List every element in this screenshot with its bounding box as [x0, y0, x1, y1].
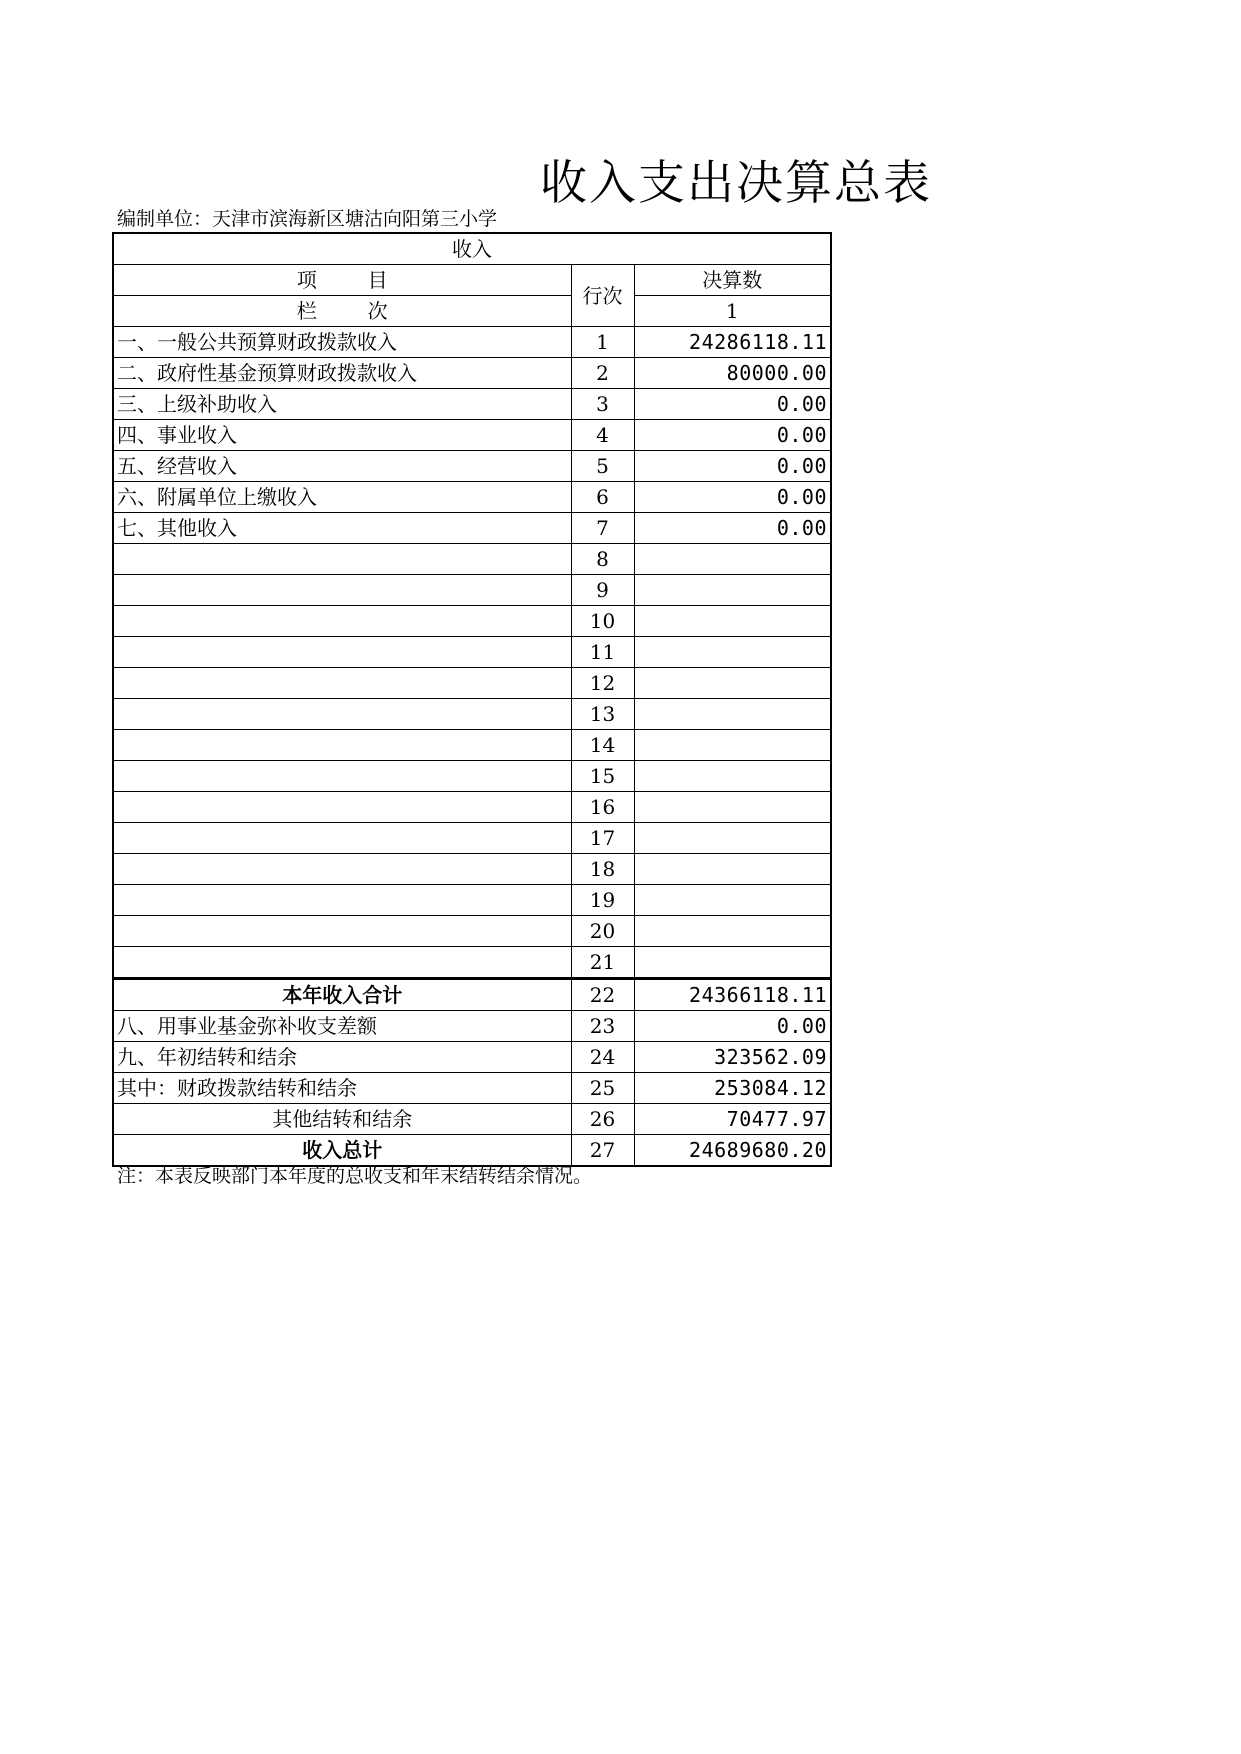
- column-header-row: [113, 265, 831, 296]
- header-item: 项 目: [113, 265, 571, 296]
- row-amount: [634, 916, 831, 947]
- row-line-number: 11: [571, 637, 634, 668]
- row-item: [113, 823, 571, 854]
- row-amount: [634, 792, 831, 823]
- row-amount: 70477.97: [634, 1104, 831, 1135]
- table-row: [113, 761, 831, 792]
- table-row: [113, 420, 831, 451]
- row-item: 收入总计: [113, 1135, 571, 1167]
- row-line-number: 9: [571, 575, 634, 606]
- row-amount: [634, 606, 831, 637]
- row-item: 本年收入合计: [113, 979, 571, 1011]
- income-table: [112, 232, 832, 1167]
- row-amount: [634, 730, 831, 761]
- table-row: [113, 854, 831, 885]
- row-item: 其他结转和结余: [113, 1104, 571, 1135]
- table-row: [113, 451, 831, 482]
- row-amount: 0.00: [634, 389, 831, 420]
- row-amount: 24286118.11: [634, 327, 831, 358]
- row-amount: 24366118.11: [634, 979, 831, 1011]
- row-amount: 80000.00: [634, 358, 831, 389]
- row-line-number: 7: [571, 513, 634, 544]
- table-row: [113, 575, 831, 606]
- row-line-number: 2: [571, 358, 634, 389]
- row-line-number: 8: [571, 544, 634, 575]
- row-line-number: 14: [571, 730, 634, 761]
- row-amount: 0.00: [634, 513, 831, 544]
- row-amount: [634, 854, 831, 885]
- row-amount: [634, 544, 831, 575]
- row-item: [113, 761, 571, 792]
- row-line-number: 25: [571, 1073, 634, 1104]
- row-line-number: 20: [571, 916, 634, 947]
- row-line-number: 24: [571, 1042, 634, 1073]
- page-title: 收入支出决算总表: [540, 156, 932, 211]
- row-line-number: 12: [571, 668, 634, 699]
- row-item: [113, 916, 571, 947]
- row-amount: [634, 668, 831, 699]
- row-amount: 0.00: [634, 1011, 831, 1042]
- row-item: 六、附属单位上缴收入: [113, 482, 571, 513]
- subtotal-row: [113, 979, 831, 1011]
- table-row: [113, 327, 831, 358]
- row-line-number: 5: [571, 451, 634, 482]
- section-header: 收入: [113, 233, 831, 265]
- row-amount: 0.00: [634, 482, 831, 513]
- row-item: [113, 947, 571, 979]
- row-line-number: 17: [571, 823, 634, 854]
- header-amount: 决算数: [634, 265, 831, 296]
- header-line: 行次: [571, 265, 634, 327]
- row-line-number: 13: [571, 699, 634, 730]
- table-row: [113, 513, 831, 544]
- total-row: [113, 1135, 831, 1167]
- table-row: [113, 606, 831, 637]
- row-line-number: 21: [571, 947, 634, 979]
- row-item: [113, 606, 571, 637]
- table-row: [113, 1042, 831, 1073]
- row-item: [113, 792, 571, 823]
- row-line-number: 23: [571, 1011, 634, 1042]
- row-item: [113, 730, 571, 761]
- row-line-number: 10: [571, 606, 634, 637]
- row-line-number: 19: [571, 885, 634, 916]
- row-amount: 323562.09: [634, 1042, 831, 1073]
- row-amount: 24689680.20: [634, 1135, 831, 1167]
- row-line-number: 27: [571, 1135, 634, 1167]
- row-item: [113, 544, 571, 575]
- row-amount: 0.00: [634, 420, 831, 451]
- row-amount: [634, 637, 831, 668]
- row-amount: [634, 761, 831, 792]
- table-row: [113, 699, 831, 730]
- row-line-number: 15: [571, 761, 634, 792]
- row-amount: 0.00: [634, 451, 831, 482]
- row-line-number: 22: [571, 979, 634, 1011]
- section-header-row: [113, 233, 831, 265]
- table-row: [113, 482, 831, 513]
- row-item: 九、年初结转和结余: [113, 1042, 571, 1073]
- header-column-label: 栏 次: [113, 296, 571, 327]
- row-line-number: 6: [571, 482, 634, 513]
- row-item: 五、经营收入: [113, 451, 571, 482]
- row-item: 其中：财政拨款结转和结余: [113, 1073, 571, 1104]
- row-item: 七、其他收入: [113, 513, 571, 544]
- row-amount: [634, 885, 831, 916]
- table-row: [113, 389, 831, 420]
- row-item: 三、上级补助收入: [113, 389, 571, 420]
- header-column-number: 1: [634, 296, 831, 327]
- row-item: [113, 885, 571, 916]
- table-row: [113, 358, 831, 389]
- table-row: [113, 637, 831, 668]
- table-row: [113, 1011, 831, 1042]
- row-amount: [634, 575, 831, 606]
- row-amount: 253084.12: [634, 1073, 831, 1104]
- table-row: [113, 1104, 831, 1135]
- table-row: [113, 823, 831, 854]
- table-row: [113, 947, 831, 979]
- row-line-number: 26: [571, 1104, 634, 1135]
- row-item: [113, 699, 571, 730]
- table-row: [113, 885, 831, 916]
- row-item: [113, 854, 571, 885]
- row-item: 四、事业收入: [113, 420, 571, 451]
- row-line-number: 1: [571, 327, 634, 358]
- row-amount: [634, 699, 831, 730]
- table-row: [113, 544, 831, 575]
- row-item: [113, 575, 571, 606]
- row-line-number: 3: [571, 389, 634, 420]
- title-clip: [540, 152, 932, 216]
- preparing-unit: 编制单位：天津市滨海新区塘沽向阳第三小学: [117, 208, 498, 230]
- row-amount: [634, 823, 831, 854]
- row-item: [113, 637, 571, 668]
- row-item: [113, 668, 571, 699]
- row-line-number: 18: [571, 854, 634, 885]
- table-row: [113, 1073, 831, 1104]
- row-amount: [634, 947, 831, 979]
- row-item: 一、一般公共预算财政拨款收入: [113, 327, 571, 358]
- table-row: [113, 668, 831, 699]
- table-row: [113, 916, 831, 947]
- row-item: 八、用事业基金弥补收支差额: [113, 1011, 571, 1042]
- table-row: [113, 730, 831, 761]
- column-number-row: [113, 296, 831, 327]
- row-item: 二、政府性基金预算财政拨款收入: [113, 358, 571, 389]
- footnote: 注：本表反映部门本年度的总收支和年末结转结余情况。: [117, 1165, 593, 1187]
- row-line-number: 16: [571, 792, 634, 823]
- row-line-number: 4: [571, 420, 634, 451]
- table-row: [113, 792, 831, 823]
